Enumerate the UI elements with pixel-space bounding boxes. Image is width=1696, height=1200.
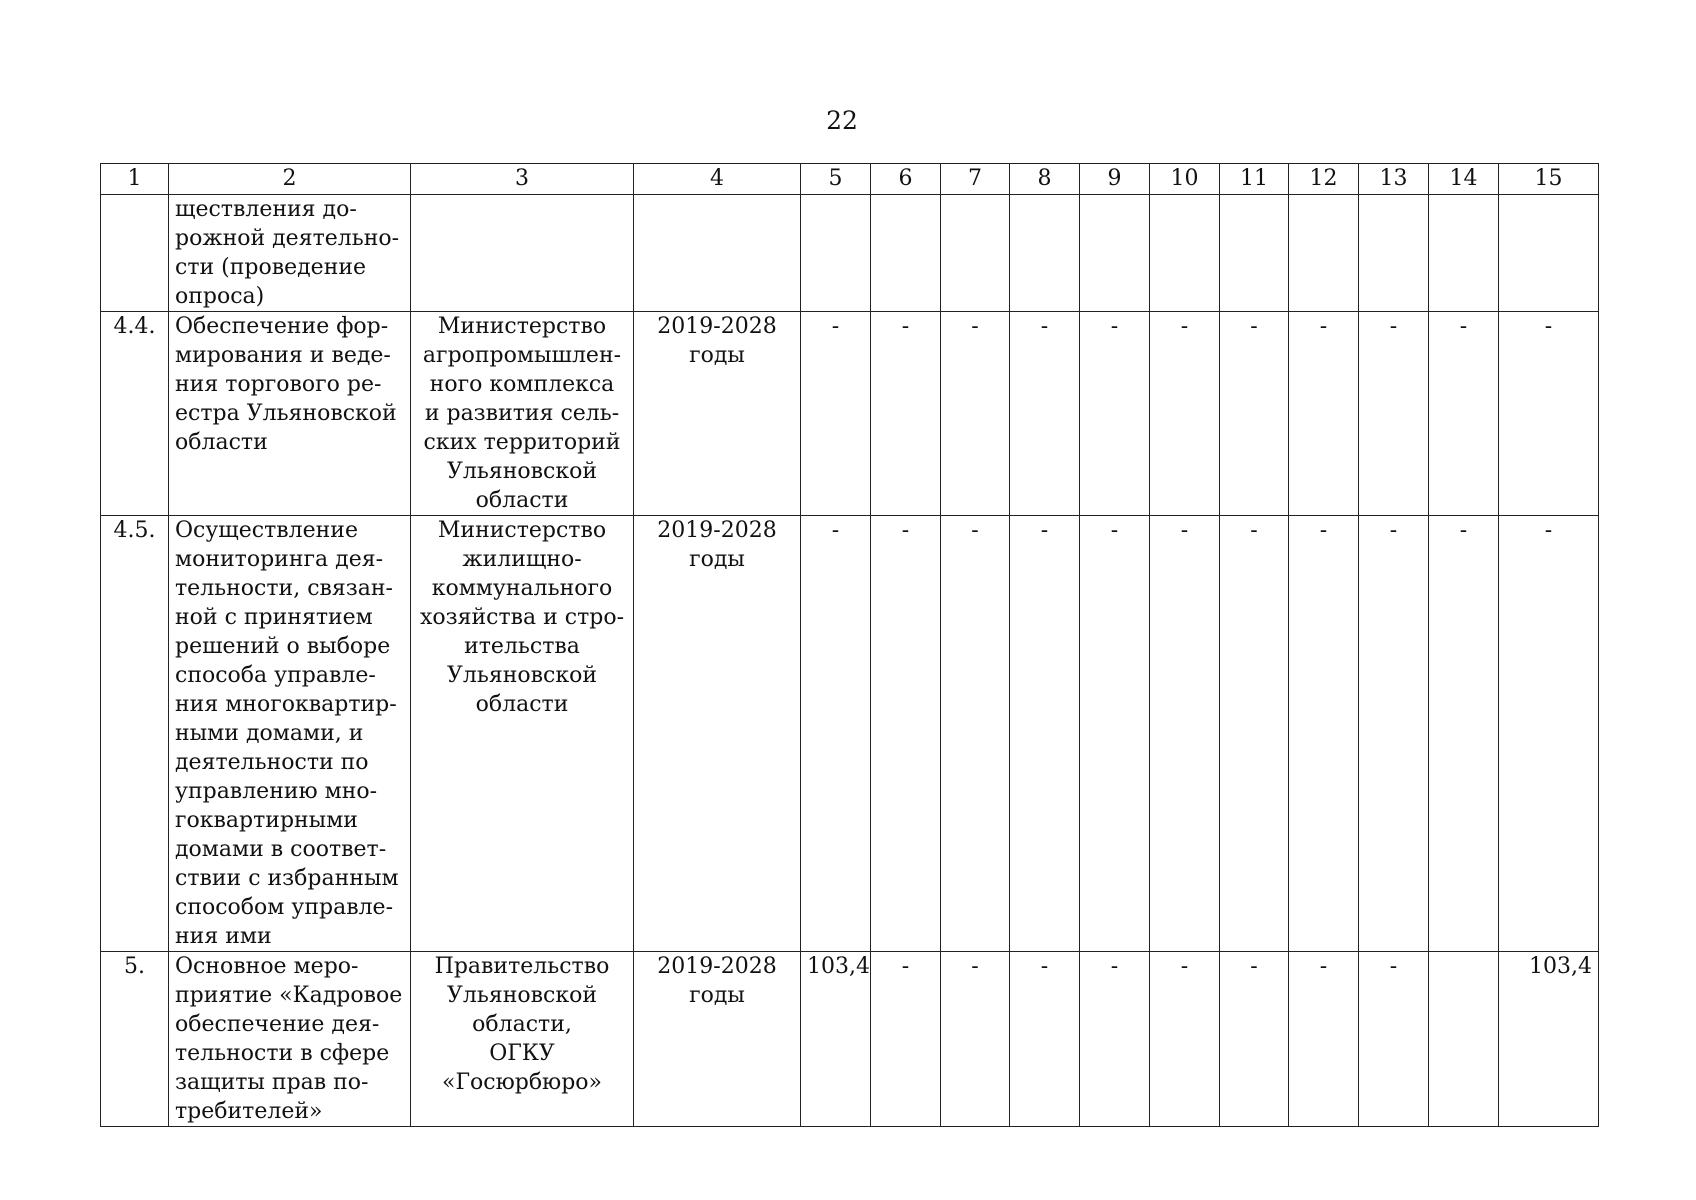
text-line: ствии с избранным [175,866,399,891]
column-header-15: 15 [1499,164,1599,195]
value-cell-col-12: - [1289,312,1359,516]
activity-description [169,516,411,952]
responsible-organization [411,312,634,516]
text-line: ительства [464,634,580,659]
text-line: опроса) [175,284,265,309]
value-cell-col-12: - [1289,516,1359,952]
text-line: области, [472,1012,572,1037]
value-cell-col-6 [871,195,941,312]
value-cell-col-11: - [1220,312,1289,516]
text-line: деятельности по [175,750,369,775]
text-line: рожной деятельно- [175,226,400,251]
text-line: приятие «Кадровое [175,983,403,1008]
value-cell-col-15: 103,4 [1499,952,1599,1127]
activity-description [169,195,411,312]
page-number: 22 [826,106,858,135]
value-cell-col-8: - [1010,312,1080,516]
value-cell-col-12: - [1289,952,1359,1127]
value-cell-col-14 [1429,195,1499,312]
value-cell-col-6: - [871,516,941,952]
value-cell-col-13: - [1359,312,1429,516]
text-line: Ульяновской [446,663,597,688]
value-cell-col-15: - [1499,516,1599,952]
value-cell-col-10: - [1150,516,1220,952]
value-cell-col-6: - [871,952,941,1127]
table-row [101,516,1599,952]
value-cell-col-8: - [1010,516,1080,952]
value-cell-col-14 [1429,952,1499,1127]
text-line: сти (проведение [175,255,367,280]
text-line: 2019-2028 [657,954,777,979]
value-cell-col-14: - [1429,312,1499,516]
value-cell-col-10: - [1150,952,1220,1127]
value-cell-col-11: - [1220,952,1289,1127]
text-line: 2019-2028 [657,518,777,543]
value-cell-col-11 [1220,195,1289,312]
value-cell-col-9: - [1080,952,1150,1127]
value-cell-col-11: - [1220,516,1289,952]
column-header-9: 9 [1080,164,1150,195]
column-header-14: 14 [1429,164,1499,195]
text-line: агропромышлен- [422,343,622,368]
value-cell-col-5: - [801,516,871,952]
text-line: мирования и веде- [175,343,391,368]
text-line: решений о выборе [175,634,391,659]
value-cell-col-12 [1289,195,1359,312]
text-line: годы [689,547,745,572]
value-cell-col-6: - [871,312,941,516]
text-line: способа управле- [175,663,376,688]
responsible-organization [411,516,634,952]
column-header-5: 5 [801,164,871,195]
text-line: естра Ульяновской [175,401,397,426]
text-line: ществления до- [175,197,357,222]
text-line: требителей» [175,1099,323,1124]
column-header-13: 13 [1359,164,1429,195]
table-row [101,312,1599,516]
value-cell-col-15 [1499,195,1599,312]
text-line: способом управле- [175,895,394,920]
column-header-2: 2 [169,164,411,195]
activity-description [169,312,411,516]
column-header-7: 7 [941,164,1010,195]
text-line: ния ими [175,924,272,949]
text-line: Ульяновской [446,983,597,1008]
text-line: гоквартирными [175,808,358,833]
value-cell-col-8: - [1010,952,1080,1127]
text-line: 2019-2028 [657,314,777,339]
text-line: ния торгового ре- [175,372,382,397]
text-line: ными домами, и [175,721,364,746]
implementation-period [634,312,801,516]
responsible-organization [411,952,634,1127]
value-cell-col-13: - [1359,516,1429,952]
text-line: ния многоквартир- [175,692,397,717]
row-number: 4.4. [101,312,169,516]
table-row [101,952,1599,1127]
activity-description [169,952,411,1127]
text-line: управлению мно- [175,779,378,804]
value-cell-col-10: - [1150,312,1220,516]
value-cell-col-7: - [941,952,1010,1127]
column-header-4: 4 [634,164,801,195]
text-line: Обеспечение фор- [175,314,389,339]
text-line: Ульяновской [446,459,597,484]
value-cell-col-9: - [1080,312,1150,516]
column-header-12: 12 [1289,164,1359,195]
text-line: домами в соответ- [175,837,387,862]
text-line: годы [689,343,745,368]
table-row [101,195,1599,312]
value-cell-col-5 [801,195,871,312]
text-line: области [475,692,569,717]
text-line: Осуществление [175,518,358,543]
column-header-11: 11 [1220,164,1289,195]
text-line: защиты прав по- [175,1070,369,1095]
row-number: 5. [101,952,169,1127]
text-line: и развития сель- [424,401,620,426]
column-header-3: 3 [411,164,634,195]
text-line: Министерство [437,518,607,543]
text-line: области [475,488,569,513]
text-line: ного комплекса [429,372,615,397]
implementation-period [634,195,801,312]
value-cell-col-15: - [1499,312,1599,516]
text-line: обеспечение дея- [175,1012,380,1037]
value-cell-col-13 [1359,195,1429,312]
text-line: жилищно- [462,547,582,572]
text-line: годы [689,983,745,1008]
row-number [101,195,169,312]
implementation-period [634,516,801,952]
text-line: тельности в сфере [175,1041,390,1066]
program-table [100,163,1599,1127]
row-number: 4.5. [101,516,169,952]
text-line: «Госюрбюро» [441,1070,602,1095]
column-header-8: 8 [1010,164,1080,195]
value-cell-col-7: - [941,312,1010,516]
value-cell-col-8 [1010,195,1080,312]
text-line: Министерство [437,314,607,339]
value-cell-col-7 [941,195,1010,312]
implementation-period [634,952,801,1127]
text-line: Основное меро- [175,954,359,979]
value-cell-col-14: - [1429,516,1499,952]
text-line: тельности, связан- [175,576,393,601]
column-header-10: 10 [1150,164,1220,195]
column-header-1: 1 [101,164,169,195]
text-line: области [175,430,268,455]
text-line: мониторинга дея- [175,547,384,572]
text-line: ной с принятием [175,605,373,630]
text-line: Правительство [434,954,610,979]
value-cell-col-7: - [941,516,1010,952]
value-cell-col-13: - [1359,952,1429,1127]
text-line: коммунального [431,576,613,601]
text-line: хозяйства и стро- [419,605,625,630]
value-cell-col-5: 103,4 [801,952,871,1127]
value-cell-col-9 [1080,195,1150,312]
value-cell-col-10 [1150,195,1220,312]
text-line: ОГКУ [489,1041,555,1066]
header-row [101,164,1599,195]
value-cell-col-5: - [801,312,871,516]
responsible-organization [411,195,634,312]
value-cell-col-9: - [1080,516,1150,952]
column-header-6: 6 [871,164,941,195]
text-line: ских территорий [423,430,621,455]
